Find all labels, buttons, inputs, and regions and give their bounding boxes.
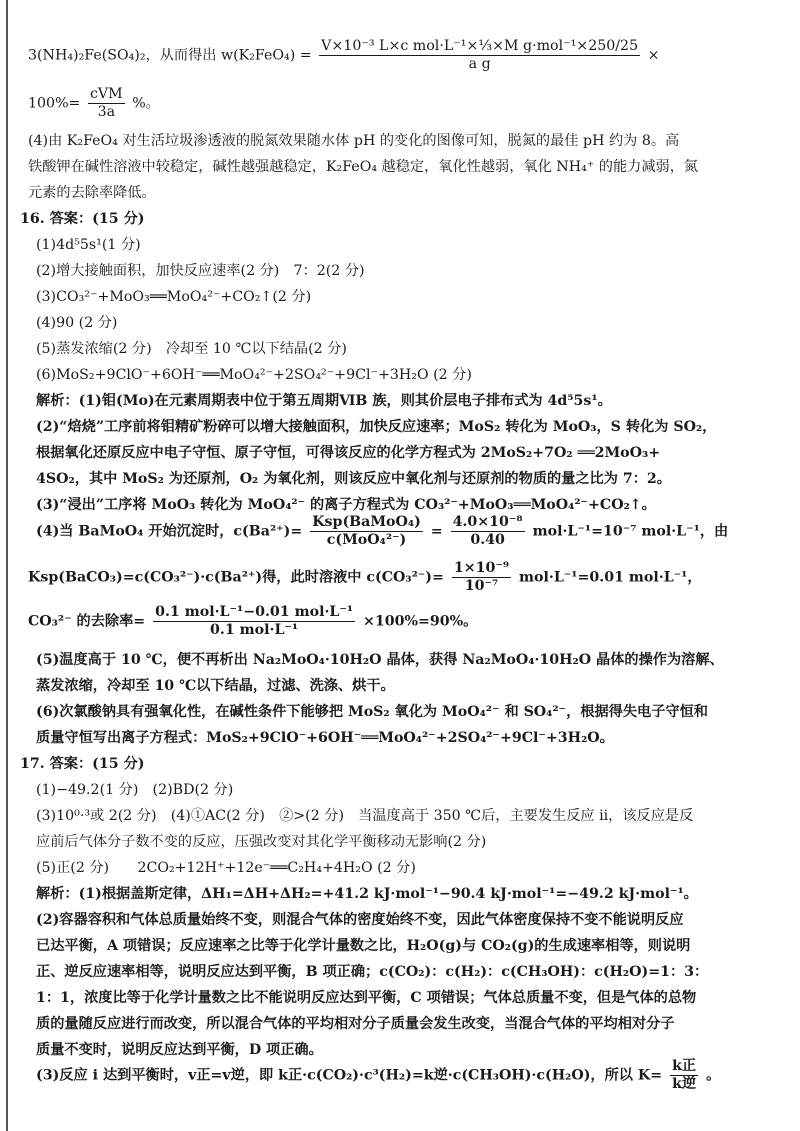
e4b-pre: Ksp(BaCO₃)=c(CO₃²⁻)·c(Ba²⁺)得，此时溶液中 c(CO₃²⁻)= [28, 569, 444, 586]
e4-post: mol·L⁻¹=10⁻⁷ mol·L⁻¹，由 [532, 523, 729, 540]
q17-explain-2-line4: 1：1，浓度比等于化学计量数之比不能说明反应达到平衡，C 项错误；气体总质量不变，但是气体的总物 [36, 990, 697, 1006]
e4c-den: 0.1 mol·L⁻¹ [210, 622, 299, 638]
para-15-4-line2: 铁酸钾在碱性溶液中较稳定，碱性越强越稳定，K₂FeO₄ 越稳定，氧化性越弱，氧化 NH₄⁺ 的能力减弱，氮 [28, 159, 699, 175]
q16-answer-3: (3)CO₃²⁻+MoO₃══MoO₄²⁻+CO₂↑(2 分) [36, 289, 312, 305]
w-formula-numerator: V×10⁻³ L×c mol·L⁻¹×⅓×M g·mol⁻¹×250/25 [321, 38, 639, 54]
q16-explain-4-line1 [36, 514, 728, 549]
q17-answer-3-line1: (3)10⁰·³或 2(2 分) (4)①AC(2 分) ②>(2 分) 当温度高于 350 ℃后，主要发生反应 ii，该反应是反 [36, 808, 694, 824]
e4c-pre: CO₃²⁻ 的去除率= [28, 613, 146, 630]
w-formula-line [28, 38, 660, 73]
e4b-post: mol·L⁻¹=0.01 mol·L⁻¹， [519, 569, 702, 586]
q16-answer-2: (2)增大接触面积，加快反应速率(2 分) 7：2(2 分) [36, 263, 365, 279]
q16-explain-6-line1: (6)次氯酸钠具有强氧化性，在碱性条件下能够把 MoS₂ 氧化为 MoO₄²⁻ 和 SO₄²⁻，根据得失电子守恒和 [36, 704, 708, 720]
w-formula-times: × [647, 47, 660, 64]
q17-answer-3-line2: 应前后气体分子数不变的反应，压强改变对其化学平衡移动无影响(2 分) [36, 834, 487, 850]
q16-explain-5-line1: (5)温度高于 10 ℃，便不再析出 Na₂MoO₄·10H₂O 晶体，获得 Na₂MoO₄·10H₂O 晶体的操作为溶解、 [36, 652, 724, 668]
q16-answer-6: (6)MoS₂+9ClO⁻+6OH⁻══MoO₄²⁻+2SO₄²⁻+9Cl⁻+3H₂O (2 分) [36, 367, 472, 383]
e4-eq: = [430, 523, 443, 540]
e3-fraction [670, 1058, 698, 1093]
e4b-den: 10⁻⁷ [464, 578, 499, 594]
para-15-4-line3: 元素的去除率降低。 [28, 185, 156, 201]
w-formula-left: 3(NH₄)₂Fe(SO₄)₂，从而得出 w(K₂FeO₄) = [28, 47, 312, 64]
e4-f2-den: 0.40 [470, 532, 505, 548]
e3-pre: (3)反应 i 达到平衡时，v正=v逆，即 k正·c(CO₂)·c³(H₂)=k逆·c(CH₃OH)·c(H₂O)，所以 K= [36, 1067, 663, 1084]
e4-f2-num: 4.0×10⁻⁸ [452, 514, 523, 530]
q17-explain-2-line2: 已达平衡，A 项错误；反应速率之比等于化学计量数之比，H₂O(g)与 CO₂(g)的生成速率相等，则说明 [36, 938, 691, 954]
q17-answer-1: (1)−49.2(1 分) (2)BD(2 分) [36, 782, 234, 798]
e4c-num: 0.1 mol·L⁻¹−0.01 mol·L⁻¹ [155, 604, 354, 620]
w-result-num: cVM [89, 86, 123, 102]
q17-explain-1: 解析：(1)根据盖斯定律，ΔH₁=ΔH+ΔH₂=+41.2 kJ·mol⁻¹−90.4 kJ·mol⁻¹=−49.2 kJ·mol⁻¹。 [36, 886, 698, 902]
para-15-4-line1: (4)由 K₂FeO₄ 对生活垃圾渗透液的脱氮效果随水体 pH 的变化的图像可知，脱氮的最佳 pH 约为 8。高 [28, 133, 680, 149]
e4b-num: 1×10⁻⁹ [453, 560, 510, 576]
e4c-fraction [153, 604, 355, 639]
q16-explain-2-line3: 4SO₂，其中 MoS₂ 为还原剂，O₂ 为氧化剂，则该反应中氧化剂与还原剂的物质的量之比为 7：2。 [36, 471, 671, 487]
q16-explain-6-line2: 质量守恒写出离子方程式：MoS₂+9ClO⁻+6OH⁻══MoO₄²⁻+2SO₄²⁻+9Cl⁻+3H₂O。 [36, 730, 614, 746]
e4c-post: ×100%=90%。 [363, 613, 478, 630]
q16-explain-2-line2: 根据氧化还原反应中电子守恒、原子守恒，可得该反应的化学方程式为 2MoS₂+7O₂ ══2MoO₃+ [36, 445, 661, 461]
e4-f1-num: Ksp(BaMoO₄) [312, 514, 421, 530]
w-result-fraction [88, 86, 125, 121]
q16-heading: 16. 答案：(15 分) [20, 211, 145, 227]
left-margin-rule [6, 0, 8, 1131]
e4-pre: (4)当 BaMoO₄ 开始沉淀时，c(Ba²⁺)= [36, 523, 303, 540]
q16-answer-1: (1)4d⁵5s¹(1 分) [36, 237, 141, 253]
q16-answer-5: (5)蒸发浓缩(2 分) 冷却至 10 ℃以下结晶(2 分) [36, 341, 347, 357]
q17-explain-2-line6: 质量不变时，说明反应达到平衡，D 项正确。 [36, 1042, 323, 1058]
q17-explain-2-line1: (2)容器容积和气体总质量始终不变，则混合气体的密度始终不变，因此气体密度保持不变不能说明反应 [36, 912, 684, 928]
e4-fraction-2 [451, 514, 525, 549]
e3-post: 。 [706, 1067, 721, 1084]
q16-explain-4-line2 [28, 560, 702, 595]
q16-explain-2-line1: (2)“焙烧”工序前将钼精矿粉碎可以增大接触面积，加快反应速率；MoS₂ 转化为 MoO₃，S 转化为 SO₂， [36, 419, 717, 435]
q17-heading: 17. 答案：(15 分) [20, 756, 145, 772]
w-result-pre: 100%= [28, 95, 81, 112]
e3-num: k正 [672, 1058, 697, 1074]
w-result-post: %。 [132, 95, 160, 112]
e4-f1-den: c(MoO₄²⁻) [326, 532, 407, 548]
e3-den: k逆 [672, 1076, 697, 1092]
q16-answer-4: (4)90 (2 分) [36, 315, 118, 331]
q17-answer-5: (5)正(2 分) 2CO₂+12H⁺+12e⁻══C₂H₄+4H₂O (2 分) [36, 860, 416, 876]
q16-explain-5-line2: 蒸发浓缩，冷却至 10 ℃以下结晶，过滤、洗涤、烘干。 [36, 678, 395, 694]
q17-explain-3 [36, 1058, 720, 1093]
w-formula-result [28, 86, 160, 121]
w-formula-fraction [319, 38, 640, 73]
e4b-fraction [452, 560, 511, 595]
w-result-den: 3a [97, 104, 116, 120]
q17-explain-2-line5: 质的量随反应进行而改变，所以混合气体的平均相对分子质量会发生改变，当混合气体的平均相对分子 [36, 1016, 675, 1032]
e4-fraction-1 [310, 514, 423, 549]
q16-explain-3: (3)“浸出”工序将 MoO₃ 转化为 MoO₄²⁻ 的离子方程式为 CO₃²⁻+MoO₃══MoO₄²⁻+CO₂↑。 [36, 497, 656, 513]
q17-explain-2-line3: 正、逆反应速率相等，说明反应达到平衡，B 项正确；c(CO₂)：c(H₂)：c(CH₃OH)：c(H₂O)=1：3： [36, 964, 709, 980]
q16-explain-1: 解析：(1)钼(Mo)在元素周期表中位于第五周期ⅥB 族，则其价层电子排布式为 4d⁵5s¹。 [36, 393, 612, 409]
q16-explain-4-line3 [28, 604, 477, 639]
w-formula-denominator: a g [468, 56, 491, 72]
